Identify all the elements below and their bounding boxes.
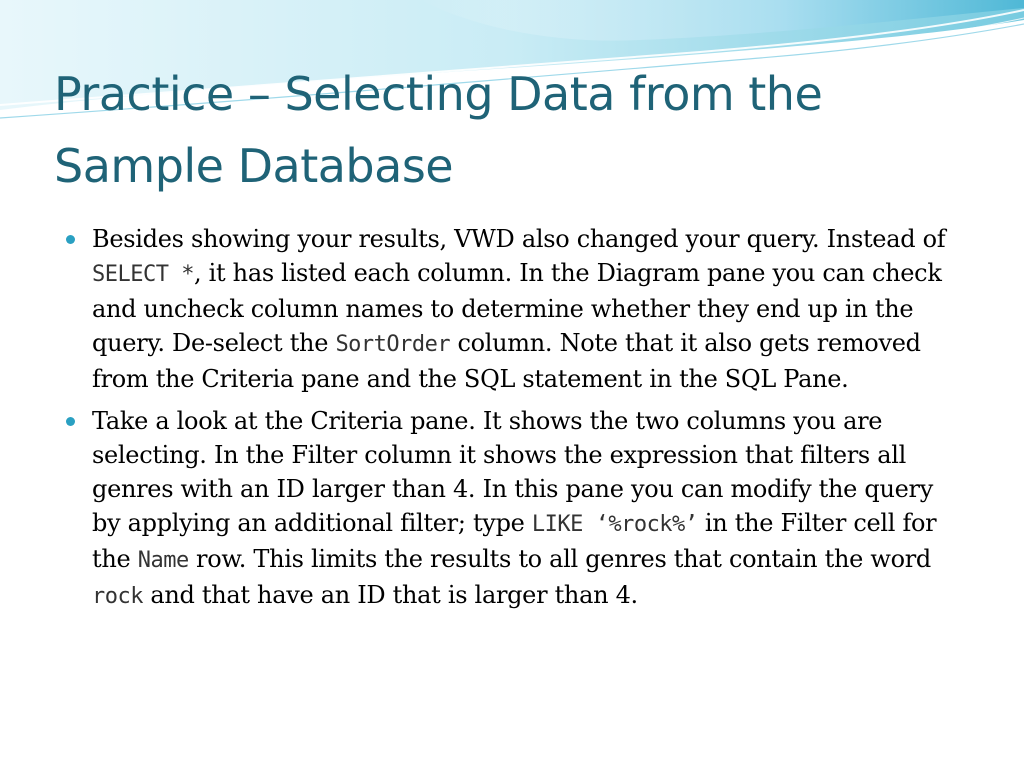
code-sortorder: SortOrder	[335, 332, 451, 357]
bullet-2-text-c: row. This limits the results to all genres that contain the word	[188, 545, 931, 573]
code-name: Name	[137, 548, 189, 573]
code-rock: rock	[92, 584, 143, 609]
bullet-2-text-b: in the Filter cell for the	[92, 509, 937, 573]
bullet-dot-icon	[66, 417, 75, 426]
bullet-2-text-a: Take a look at the Criteria pane. It shows the two columns you are selecting. In the Filter column it shows the expression that filters all genres with an ID larger than 4. In this pane you can modify the query by applying an additional filter; type	[92, 407, 933, 537]
slide-title	[54, 58, 994, 202]
code-like-rock: LIKE ‘%rock%’	[531, 512, 698, 537]
bullet-1-text-c: column. Note that it also gets removed from the Criteria pane and the SQL statement in the SQL Pane.	[92, 329, 921, 393]
title-line-2: Sample Database	[54, 139, 454, 193]
bullet-2-text-d: and that have an ID that is larger than 4.	[142, 581, 638, 609]
bullet-list	[64, 222, 964, 622]
title-line-1: Practice – Selecting Data from the	[54, 67, 823, 121]
bullet-item-1	[64, 222, 964, 396]
bullet-dot-icon	[66, 235, 75, 244]
code-select-star: SELECT *	[92, 262, 194, 287]
bullet-1-text-b: , it has listed each column. In the Diagram pane you can check and uncheck column names to determine whether they end up in the query. De-select the	[92, 259, 942, 357]
bullet-item-2	[64, 404, 964, 614]
bullet-1-text-a: Besides showing your results, VWD also changed your query. Instead of	[92, 225, 946, 253]
